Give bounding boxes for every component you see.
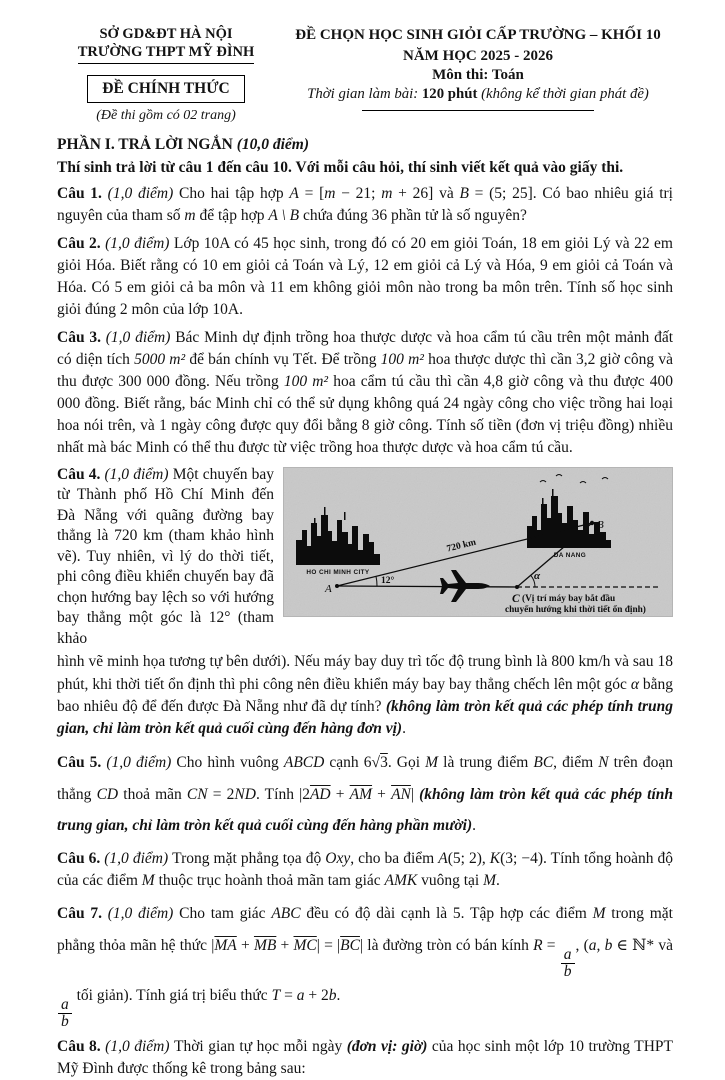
text-segment: = [ (298, 185, 325, 202)
question-points: (1,0 điểm) (101, 185, 179, 202)
section-title (57, 136, 673, 154)
header-divider (362, 110, 594, 111)
question-3 (57, 327, 673, 459)
text-segment: $\overline{AN}$ (391, 785, 411, 803)
text-segment: cạnh 6 (324, 753, 372, 771)
text-segment: $\overline{MA}$ (214, 937, 237, 955)
question-label: Câu 8. (57, 1038, 101, 1056)
alpha-label: α (534, 570, 541, 582)
text-segment: b (328, 987, 337, 1005)
question-7 (57, 898, 673, 1030)
exam-title: ĐỀ CHỌN HỌC SINH GIỎI CẤP TRƯỜNG – KHỐI 10 (295, 27, 661, 43)
text-segment: M (592, 905, 606, 923)
question-text (57, 329, 673, 456)
question-points: (1,0 điểm) (101, 753, 177, 771)
school-year: NĂM HỌC 2025 - 2026 (403, 47, 553, 64)
text-segment: . (336, 987, 341, 1005)
text-segment: , ( (575, 937, 589, 955)
figure-caption-line2: chuyển hướng khi thời tiết ổn định) (505, 605, 646, 615)
point-a-label: A (325, 583, 332, 595)
question-label: Câu 4. (57, 466, 101, 483)
question-points: (1,0 điểm) (100, 850, 173, 868)
text-segment: B (459, 185, 469, 202)
text-segment: + 26] và (392, 185, 460, 202)
duration-suffix: (không kể thời gian phát đề) (477, 85, 649, 102)
text-segment: M (141, 872, 155, 890)
text-segment: α (630, 675, 639, 693)
angle-a-label: 12° (381, 576, 395, 586)
question-6 (57, 848, 673, 892)
flight-route-figure (283, 467, 673, 617)
question-label: Câu 1. (57, 185, 102, 202)
text-segment: K (489, 850, 501, 868)
text-segment: $\frac{a}{b}$ (58, 997, 72, 1031)
text-segment: Oxy (325, 850, 351, 868)
text-segment: để tập hợp (195, 207, 269, 224)
text-segment: | (410, 785, 420, 803)
text-segment: . Có bao nhiêu giá trị nguyên của tham số (57, 185, 673, 224)
text-segment: là trung điểm (438, 753, 534, 771)
text-segment: Cho hình vuông (176, 753, 284, 771)
text-segment: Bác Minh dự định trồng hoa thược dược và hoa cẩm tú cầu trên một mảnh đất có diện tích (57, 329, 673, 368)
text-segment: của học sinh một lớp 10 trường THPT Mỹ Đình được thống kê trong bảng sau: (57, 1038, 673, 1078)
text-segment: a, b (588, 937, 613, 955)
text-segment: 100 m² (283, 373, 329, 390)
section-title-main: PHẦN I. TRẢ LỜI NGẮN (57, 136, 237, 153)
text-segment: = (542, 937, 560, 955)
text-segment: | = | (316, 937, 341, 955)
text-segment: m (324, 185, 336, 202)
text-segment: vuông tại (417, 872, 484, 890)
text-segment: trên đoạn thẳng (57, 753, 673, 803)
text-segment: m (381, 185, 393, 202)
text-segment: . (402, 720, 406, 738)
text-segment: BC (533, 753, 554, 771)
text-segment: − 21; (335, 185, 382, 202)
text-segment: hoa thược dược thì cần 3,2 giờ công và thu được 300 000 đồng. Nếu trồng (57, 351, 673, 390)
point-b-label: B (597, 519, 604, 531)
text-segment: (không làm tròn kết quả các phép tính trung gian, chỉ làm tròn kết quả cuối cùng đến hàng phần mười) (57, 785, 674, 835)
duration-value: 120 phút (421, 85, 478, 102)
text-segment: A (438, 850, 448, 868)
department-name: SỞ GD&ĐT HÀ NỘI (99, 26, 233, 42)
text-segment: R (533, 937, 543, 955)
text-segment: Thời gian tự học mỗi ngày (174, 1038, 347, 1056)
text-segment: (đơn vị: giờ) (346, 1038, 428, 1056)
text-segment: thuộc trục hoành thoả mãn tam giác (154, 872, 385, 890)
text-segment: AMK (384, 872, 418, 890)
text-segment: 5000 m² (134, 351, 186, 368)
question-points: (1,0 điểm) (100, 235, 174, 252)
text-segment: hoa cẩm tú cầu thì cần 4,8 giờ công và thu được 400 000 đồng. Biết rằng, bác Minh chỉ có thể sử dụng không quá 24 ngày công cho việc trồng hai loại hoa nói trên, và 1 ngày công được quy đổi bằng 8 giờ công. Tính số tiền (đơn vị triệu đồng) nhiều nhất mà bác Minh có thể thu được từ việc trồng hoa thược dược và hoa cẩm tú cầu. (57, 373, 674, 456)
duration-prefix: Thời gian làm bài: (307, 85, 422, 102)
text-segment: trong mặt phẳng thỏa mãn hệ thức (57, 905, 673, 955)
text-segment: , điểm (553, 753, 599, 771)
question-points: (1,0 điểm) (100, 1038, 174, 1056)
question-points: (1,0 điểm) (101, 905, 180, 923)
text-segment: + (330, 785, 350, 803)
text-segment: hình vẽ minh họa tương tự bên dưới). Nếu máy bay duy trì tốc độ trung bình là 800 km/h và sau 18 phút, khi thời tiết ổn định thì phi công nên điều khiển máy bay bay thẳng chếch lên một góc (57, 653, 673, 693)
text-segment: . Tính tổng hoành độ của các điểm (57, 850, 673, 890)
text-segment: √ (371, 753, 381, 771)
text-segment: m (184, 207, 196, 224)
text-segment: $\overline{AD}$ (309, 785, 331, 803)
text-segment: ND (234, 785, 256, 803)
text-segment: 100 m² (380, 351, 424, 368)
text-segment: + (372, 785, 392, 803)
text-segment: để bán chính vụ Tết. Để trồng (185, 351, 381, 368)
official-exam-stamp: ĐỀ CHÍNH THỨC (87, 75, 244, 103)
question-4 (57, 465, 673, 649)
question-text (57, 466, 274, 647)
text-segment: + (236, 937, 254, 955)
text-segment: | (211, 937, 215, 955)
hcm-city-label: HO CHI MINH CITY (306, 569, 370, 576)
text-segment: = 2 (207, 785, 235, 803)
text-segment: + (276, 937, 294, 955)
text-segment: tối giản). Tính giá trị biểu thức (72, 987, 272, 1005)
text-segment: chứa đúng 36 phần tử là số nguyên? (299, 207, 527, 224)
subject-line: Môn thi: Toán (432, 66, 524, 83)
text-segment: Lớp 10A có 45 học sinh, trong đó có 20 em giỏi Toán, 18 em giỏi Lý và 22 em giỏi Hóa. Biết rằng có 10 em giỏi cả Toán và Lý, 12 em giỏi cả Lý và Hóa, 9 em giỏi cả Toán và Hóa. Có 5 em giỏi cả ba môn và 11 em không giỏi môn nào trong ba môn trên. Tính số học sinh giỏi đúng 2 môn của lớp 10A. (57, 235, 673, 318)
danang-city-label: DA NANG (553, 552, 587, 559)
text-segment: T (271, 987, 281, 1005)
text-segment: $\overline{AM}$ (349, 785, 373, 803)
text-segment: $\overline{MB}$ (253, 937, 277, 955)
question-label: Câu 2. (57, 235, 101, 252)
question-points: (1,0 điểm) (100, 466, 173, 483)
text-segment: A (289, 185, 299, 202)
text-segment: bằng bao nhiêu độ để đến được Đà Nẵng như đã dự tính? (57, 675, 673, 716)
question-4-continued (57, 651, 673, 741)
text-segment: $\frac{a}{b}$ (561, 947, 575, 981)
text-segment: |2 (299, 785, 310, 803)
text-segment: + 2 (304, 987, 329, 1005)
text-segment: ABCD (283, 753, 325, 771)
text-segment: 3 (380, 753, 388, 771)
text-segment: . (472, 817, 476, 835)
question-label: Câu 3. (57, 329, 101, 346)
text-segment: $\overline{MC}$ (293, 937, 317, 955)
question-label: Câu 5. (57, 753, 102, 771)
text-segment: M (425, 753, 439, 771)
text-segment: , cho ba điểm (350, 850, 439, 868)
text-segment: . Tính (255, 785, 300, 803)
point-c-label: C (512, 593, 520, 605)
figure-caption-line1: (Vị trí máy bay bắt đầu (522, 594, 616, 604)
section-instruction: Thí sinh trả lời từ câu 1 đến câu 10. Với mỗi câu hỏi, thí sinh viết kết quả vào giấy thi. (57, 159, 624, 176)
question-5 (57, 747, 673, 842)
pages-note: (Đề thi gồm có 02 trang) (96, 108, 236, 123)
text-segment: M (483, 872, 497, 890)
text-segment: Một chuyến bay từ Thành phố Hồ Chí Minh đến Đà Nẵng với quãng đường bay thẳng là 720 km (tham khảo hình vẽ). Tuy nhiên, vì lý do thời tiết, phi công điều khiển chuyến bay đã chọn hướng bay lệch so với hướng bay thẳng một góc là 12° (tham khảo (57, 466, 274, 647)
text-segment: = (5; 25] (468, 185, 533, 202)
question-points: (1,0 điểm) (100, 329, 176, 346)
text-segment: (3; −4) (500, 850, 544, 868)
text-segment: a (296, 987, 305, 1005)
question-2 (57, 233, 673, 321)
text-segment: CD (96, 785, 119, 803)
text-segment: CN (186, 785, 208, 803)
header-left-block (57, 26, 275, 124)
question-text (57, 653, 673, 737)
question-1 (57, 183, 673, 227)
text-segment: đều có độ dài cạnh là 5. Tập hợp các điểm (300, 905, 593, 923)
text-segment: (không làm tròn kết quả các phép tính trung gian, chỉ làm tròn kết quả cuối cùng đến hàng đơn vị) (57, 698, 673, 738)
text-segment: Cho hai tập hợp (179, 185, 290, 202)
duration-line (283, 86, 673, 103)
text-segment: | (359, 937, 364, 955)
text-segment: ABC (271, 905, 301, 923)
school-name: TRƯỜNG THPT MỸ ĐÌNH (78, 44, 255, 64)
distance-label: 720 km (445, 537, 478, 555)
text-segment: . (496, 872, 500, 890)
text-segment: là đường tròn có bán kính (363, 937, 534, 955)
question-label: Câu 7. (57, 905, 102, 923)
text-segment: = (280, 987, 297, 1005)
text-segment: N (598, 753, 609, 771)
text-segment: (5; 2), (447, 850, 490, 868)
section-title-points: (10,0 điểm) (236, 136, 310, 153)
question-8 (57, 1036, 673, 1080)
text-segment: Cho tam giác (179, 905, 272, 923)
exam-header (57, 26, 673, 124)
text-segment: $\overline{BC}$ (340, 937, 360, 955)
question-label: Câu 6. (57, 850, 101, 868)
header-right-block (283, 26, 673, 111)
text-segment: thoả mãn (118, 785, 187, 803)
text-segment: . Gọi (387, 753, 426, 771)
text-segment: A \ B (268, 207, 300, 224)
text-segment: ∈ ℕ* và (612, 937, 673, 955)
text-segment: Trong mặt phẳng tọa độ (172, 850, 326, 868)
